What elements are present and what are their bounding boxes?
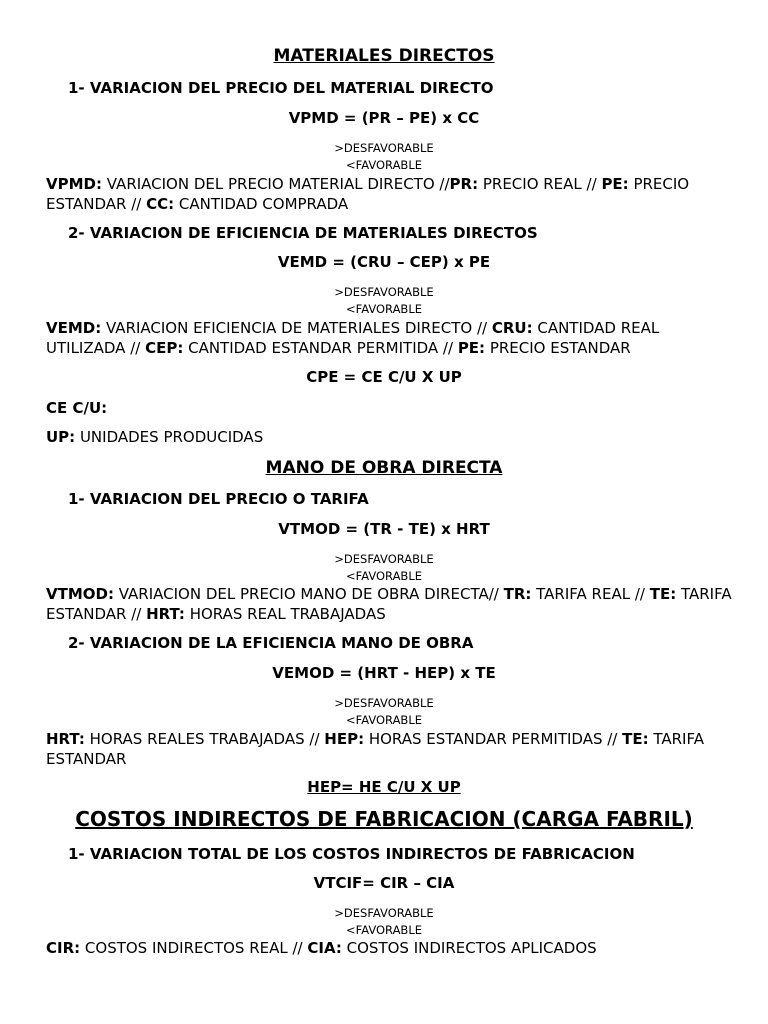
term-key: TR: [503, 585, 532, 603]
section-title-costos-indirectos: COSTOS INDIRECTOS DE FABRICACION (CARGA FABRIL) [75, 807, 693, 831]
definition-vtcif [46, 938, 736, 958]
term-value: TARIFA REAL // [531, 585, 650, 603]
indicator-desfavorable: >DESFAVORABLE [334, 141, 434, 155]
indicator-desfavorable: >DESFAVORABLE [334, 906, 434, 920]
term-value: HORAS REAL TRABAJADAS [184, 605, 386, 623]
term-key: UP: [46, 428, 76, 446]
indicator-desfavorable: >DESFAVORABLE [334, 696, 434, 710]
indicator-favorable: <FAVORABLE [346, 569, 422, 583]
definition-vtmod [46, 584, 736, 624]
subtitle-variacion-eficiencia-materiales: 2- VARIACION DE EFICIENCIA DE MATERIALES DIRECTOS [68, 224, 538, 242]
term-key: TE: [622, 730, 649, 748]
term-key: PR: [449, 175, 479, 193]
term-value: CANTIDAD ESTANDAR PERMITIDA // [183, 339, 458, 357]
formula-vemd: VEMD = (CRU – CEP) x PE [277, 253, 491, 271]
indicator-favorable: <FAVORABLE [346, 923, 422, 937]
formula-cpe: CPE = CE C/U X UP [306, 368, 462, 386]
term-value: VARIACION EFICIENCIA DE MATERIALES DIRECTO // [101, 319, 492, 337]
term-key: VPMD: [46, 175, 102, 193]
definition-cecu [46, 398, 736, 418]
indicator-favorable: <FAVORABLE [346, 713, 422, 727]
term-value: VARIACION DEL PRECIO MANO DE OBRA DIRECTA// [113, 585, 504, 603]
term-value: HORAS REALES TRABAJADAS // [84, 730, 325, 748]
term-key: CC: [146, 195, 175, 213]
term-value: TARIFA ESTANDAR // [46, 585, 732, 623]
subtitle-variacion-precio-tarifa: 1- VARIACION DEL PRECIO O TARIFA [68, 490, 369, 508]
term-value: UNIDADES PRODUCIDAS [75, 428, 264, 446]
term-key: HRT: [46, 730, 85, 748]
term-key: VTMOD: [46, 585, 114, 603]
term-value: CANTIDAD COMPRADA [174, 195, 349, 213]
term-value: COSTOS INDIRECTOS REAL // [80, 939, 308, 957]
term-key: VEMD: [46, 319, 102, 337]
term-value: CANTIDAD REAL UTILIZADA // [46, 319, 660, 357]
indicator-favorable: <FAVORABLE [346, 302, 422, 316]
indicator-desfavorable: >DESFAVORABLE [334, 552, 434, 566]
definition-up [46, 427, 736, 447]
formula-vtmod: VTMOD = (TR - TE) x HRT [278, 520, 490, 538]
term-key: PE: [457, 339, 486, 357]
formula-vemod: VEMOD = (HRT - HEP) x TE [272, 664, 496, 682]
term-key: PE: [601, 175, 629, 193]
indicator-desfavorable: >DESFAVORABLE [334, 285, 434, 299]
term-value: PRECIO ESTANDAR // [46, 175, 690, 213]
term-value: COSTOS INDIRECTOS APLICADOS [341, 939, 597, 957]
term-key: HRT: [146, 605, 185, 623]
term-value: PRECIO ESTANDAR [485, 339, 631, 357]
indicator-favorable: <FAVORABLE [346, 158, 422, 172]
term-value: VARIACION DEL PRECIO MATERIAL DIRECTO // [101, 175, 450, 193]
section-title-mano-de-obra: MANO DE OBRA DIRECTA [265, 458, 503, 478]
term-value: HORAS ESTANDAR PERMITIDAS // [364, 730, 623, 748]
formula-vtcif: VTCIF= CIR – CIA [313, 874, 455, 892]
term-key: HEP: [324, 730, 365, 748]
definition-vemd [46, 318, 736, 358]
subtitle-variacion-precio-material: 1- VARIACION DEL PRECIO DEL MATERIAL DIRECTO [68, 79, 494, 97]
definition-vpmd [46, 174, 736, 214]
formula-hep: HEP= HE C/U X UP [307, 778, 461, 796]
term-value: TARIFA ESTANDAR [46, 730, 704, 768]
formula-vpmd: VPMD = (PR – PE) x CC [288, 109, 480, 127]
term-value: PRECIO REAL // [478, 175, 602, 193]
term-key: CE C/U: [46, 399, 108, 417]
section-title-materiales-directos: MATERIALES DIRECTOS [273, 46, 495, 66]
term-key: CEP: [145, 339, 184, 357]
subtitle-variacion-total-cif: 1- VARIACION TOTAL DE LOS COSTOS INDIRECTOS DE FABRICACION [68, 845, 635, 863]
term-key: CIR: [46, 939, 81, 957]
definition-vemod [46, 729, 736, 769]
term-key: TE: [649, 585, 677, 603]
term-key: CIA: [307, 939, 342, 957]
term-key: CRU: [491, 319, 533, 337]
subtitle-variacion-eficiencia-mano-obra: 2- VARIACION DE LA EFICIENCIA MANO DE OBRA [68, 634, 474, 652]
